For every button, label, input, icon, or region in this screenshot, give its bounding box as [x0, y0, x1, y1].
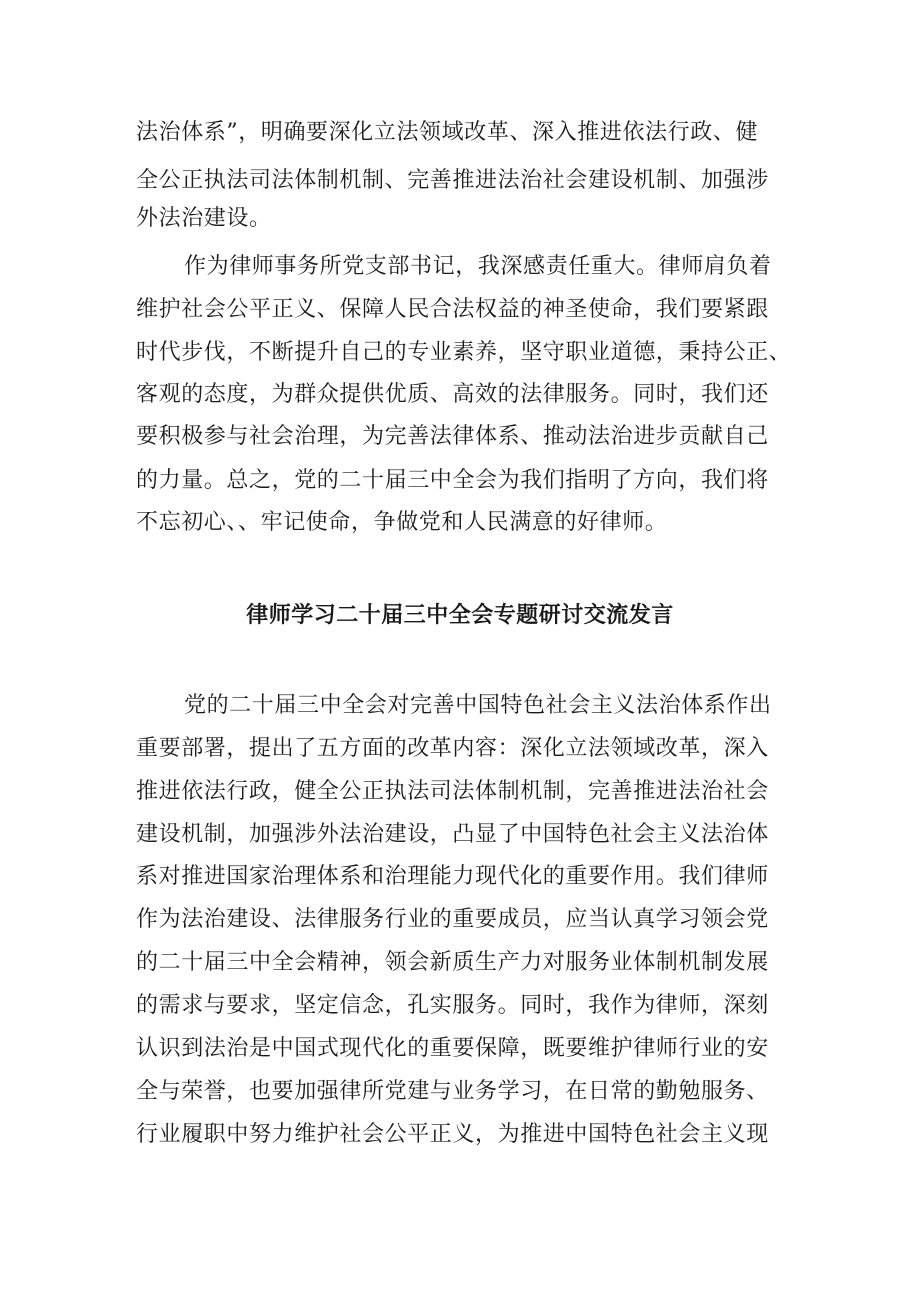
paragraph-3-line-2: 重要部署，提出了五方面的改革内容：深化立法领域改革，深入 [136, 736, 769, 761]
paragraph-3-line-4: 建设机制，加强涉外法治建设，凸显了中国特色社会主义法治体 [136, 822, 769, 847]
paragraph-2-line-2: 维护社会公平正义、保障人民合法权益的神圣使命，我们要紧跟 [136, 297, 769, 322]
paragraph-2-line-6: 的力量。总之，党的二十届三中全会为我们指明了方向，我们将 [136, 468, 769, 493]
paragraph-3-line-5: 系对推进国家治理体系和治理能力现代化的重要作用。我们律师 [136, 864, 769, 889]
paragraph-2-line-1: 作为律师事务所党支部书记，我深感责任重大。律师肩负着 [184, 254, 772, 279]
paragraph-3-line-1: 党的二十届三中全会对完善中国特色社会主义法治体系作出 [184, 693, 772, 718]
section-heading: 律师学习二十届三中全会专题研讨交流发言 [246, 603, 674, 628]
paragraph-3-line-10: 全与荣誉，也要加强律所党建与业务学习，在日常的勤勉服务、 [136, 1079, 769, 1104]
paragraph-3-line-7: 的二十届三中全会精神，领会新质生产力对服务业体制机制发展 [136, 950, 769, 975]
paragraph-1-line-3: 外法治建设。 [136, 206, 272, 231]
paragraph-1-line-1: 法治体系”，明确要深化立法领域改革、深入推进依法行政、健 [136, 120, 759, 145]
paragraph-2-line-7: 不忘初心、、牢记使命，争做党和人民满意的好律师。 [136, 510, 668, 535]
paragraph-2-line-3: 时代步伐，不断提升自己的专业素养，坚守职业道德，秉持公正、 [136, 340, 792, 365]
paragraph-3-line-11: 行业履职中努力维护社会公平正义，为推进中国特色社会主义现 [136, 1122, 769, 1147]
paragraph-3-line-9: 认识到法治是中国式现代化的重要保障，既要维护律师行业的安 [136, 1036, 769, 1061]
paragraph-3-line-8: 的需求与要求，坚定信念，孔实服务。同时，我作为律师，深刻 [136, 993, 769, 1018]
paragraph-1-line-2: 全公正执法司法体制机制、完善推进法治社会建设机制、加强涉 [136, 168, 769, 193]
paragraph-3-line-3: 推进依法行政，健全公正执法司法体制机制，完善推进法治社会 [136, 779, 769, 804]
paragraph-3-line-6: 作为法治建设、法律服务行业的重要成员，应当认真学习领会党 [136, 907, 769, 932]
paragraph-2-line-4: 客观的态度，为群众提供优质、高效的法律服务。同时，我们还 [136, 382, 769, 407]
paragraph-2-line-5: 要积极参与社会治理，为完善法律体系、推动法治进步贡献自己 [136, 424, 769, 449]
